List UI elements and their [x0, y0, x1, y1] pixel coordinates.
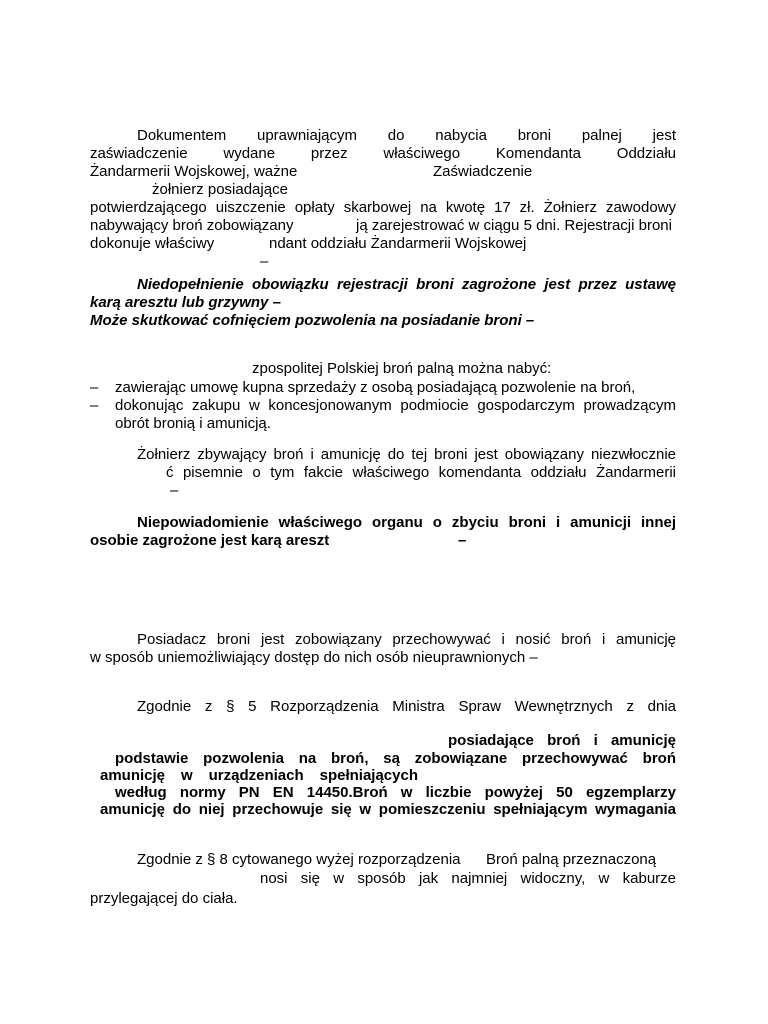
p8-line-1 — [90, 851, 676, 869]
p7-line-6: amunicję do niej przechowuje się w pomieszczeniu spełniającym wymagania — [100, 801, 676, 818]
p1-line-1: Dokumentem uprawniającym do nabycia broni palnej jest — [137, 127, 676, 144]
p1-line-6 — [90, 217, 676, 235]
p1-line-6-b: ją zarejestrować w ciągu 5 dni. Rejestracji broni — [356, 217, 672, 234]
p4-line-1: Żołnierz zbywający broń i amunicję do tej broni jest obowiązany niezwłocznie — [137, 446, 676, 463]
p1-line-4: żołnierz posiadające — [152, 181, 288, 198]
p5-line-2 — [90, 532, 676, 550]
p1-dash: – — [260, 253, 269, 270]
p2-line-3: Może skutkować cofnięciem pozwolenia na posiadanie broni – — [90, 312, 535, 329]
p1-line-7 — [90, 235, 676, 253]
list-item-2-cont: obrót bronią i amunicją. — [115, 415, 271, 432]
p3-intro: zpospolitej Polskiej broń palną można nabyć: — [252, 360, 552, 377]
p1-line-3-b: Zaświadczenie — [433, 163, 533, 180]
p5-line-1: Niepowiadomienie właściwego organu o zbyciu broni i amunicji innej — [137, 514, 676, 531]
p1-line-2: zaświadczenie wydane przez właściwego Komendanta Oddziału — [90, 145, 676, 162]
list-item-1: zawierając umowę kupna sprzedaży z osobą posiadającą pozwolenie na broń, — [115, 379, 636, 396]
p8-line-1-a: Zgodnie z § 8 cytowanego wyżej rozporządzenia — [137, 851, 461, 868]
p1-line-3-a: Żandarmerii Wojskowej, ważne — [90, 163, 298, 180]
p2-line-1: Niedopełnienie obowiązku rejestracji broni zagrożone jest przez ustawę — [137, 276, 676, 293]
p7-line-1: Zgodnie z § 5 Rozporządzenia Ministra Spraw Wewnętrznych z dnia — [137, 698, 676, 715]
p4-line-2: ć pisemnie o tym fakcie właściwego komendanta oddziału Żandarmerii — [166, 464, 676, 481]
p1-line-7-b: ndant oddziału Żandarmerii Wojskowej — [269, 235, 527, 252]
p6-line-1: Posiadacz broni jest zobowiązany przechowywać i nosić broń i amunicję — [137, 631, 676, 648]
p1-line-5: potwierdzającego uiszczenie opłaty skarbowej na kwotę 17 zł. Żołnierz zawodowy — [90, 199, 676, 216]
p7-line-3: podstawie pozwolenia na broń, są zobowiązane przechowywać broń — [115, 750, 676, 767]
list-bullet-2: – — [90, 397, 99, 414]
p7-line-4: amunicję w urządzeniach spełniających — [100, 767, 418, 784]
list-bullet-1: – — [90, 379, 99, 396]
p1-line-7-a: dokonuje właściwy — [90, 235, 215, 252]
p8-line-3: przylegającej do ciała. — [90, 890, 238, 907]
p6-line-2: w sposób uniemożliwiający dostęp do nich osób nieuprawnionych – — [90, 649, 538, 666]
p7-line-2: posiadające broń i amunicję — [448, 732, 676, 749]
p1-line-6-a: nabywający broń zobowiązany — [90, 217, 294, 234]
p7-line-5: według normy PN EN 14450.Broń w liczbie powyżej 50 egzemplarzy — [115, 784, 676, 801]
p5-line-2-a: osobie zagrożone jest karą areszt — [90, 532, 330, 549]
list-item-2: dokonując zakupu w koncesjonowanym podmiocie gospodarczym prowadzącym — [115, 397, 676, 414]
p8-line-2: nosi się w sposób jak najmniej widoczny, w kaburze — [260, 870, 676, 887]
p8-line-1-b: Broń palną przeznaczoną — [486, 851, 657, 868]
p5-line-2-b: – — [458, 532, 467, 549]
p4-dash: – — [170, 482, 179, 499]
p1-line-3 — [90, 163, 676, 181]
p2-line-2: karą aresztu lub grzywny – — [90, 294, 281, 311]
